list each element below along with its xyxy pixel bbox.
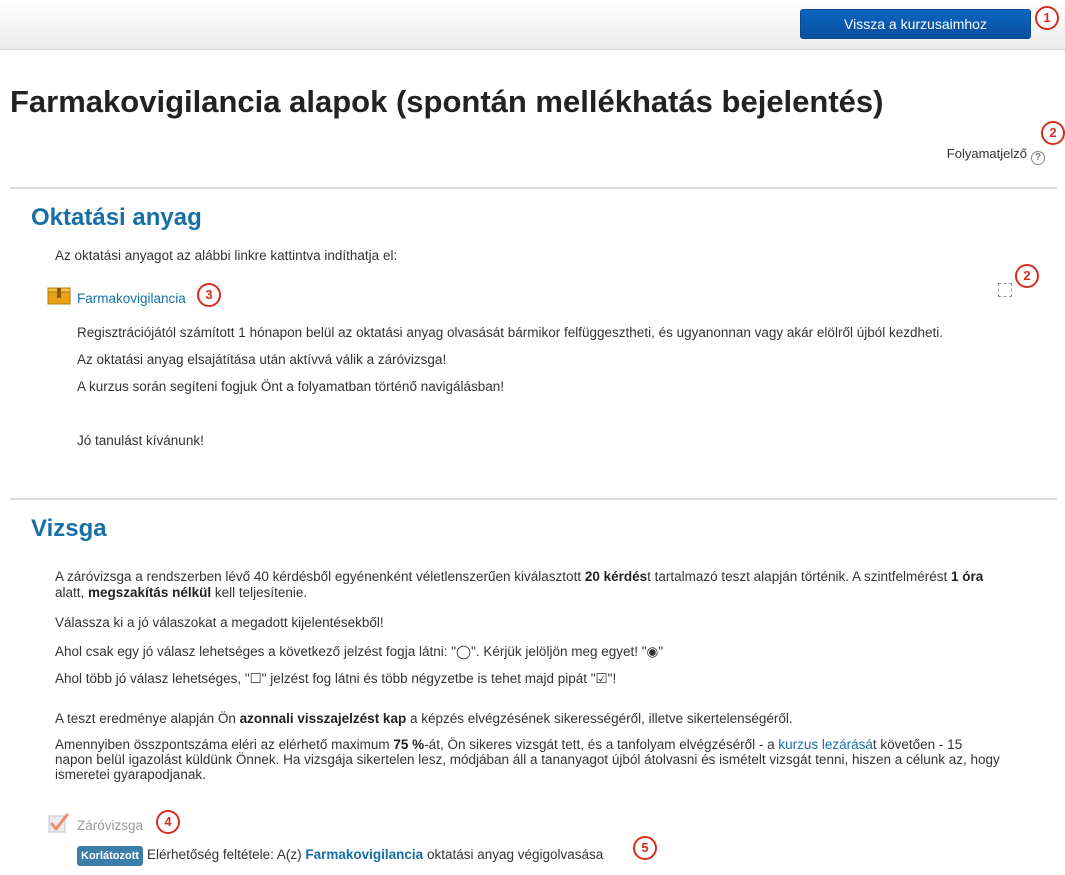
exam-text-bold: 20 kérdés (584, 569, 648, 584)
page-title: Farmakovigilancia alapok (spontán mellékhatás bejelentés) (10, 84, 884, 119)
restriction-text: Elérhetőség feltétele: A(z) (147, 847, 306, 862)
section-divider (10, 187, 1057, 189)
exam-description-p5 (55, 711, 793, 727)
help-icon[interactable]: ? (1031, 151, 1045, 165)
exam-text: ismeretei gyarapodjanak. (55, 767, 206, 782)
restriction-text: oktatási anyag végigolvasása (423, 847, 604, 862)
activity-link-farmakovigilancia[interactable]: Farmakovigilancia (77, 291, 186, 306)
progress-indicator (947, 146, 1045, 165)
restriction-notice (77, 846, 603, 866)
annotation-marker-2b: 2 (1015, 264, 1039, 288)
exam-text-bold: 1 óra (951, 569, 984, 584)
exam-text: alatt, (55, 585, 89, 600)
exam-text: napon belül igazolást küldünk Önnek. Ha vizsgája sikertelen lesz, módjában áll a tananyagot újból átolvasni és ismételt vizsgát tenni, hiszen a célunk az, hogy (55, 752, 1000, 767)
annotation-marker-3: 3 (197, 283, 221, 307)
completion-checkbox[interactable] (998, 283, 1012, 297)
exam-description-p4: Ahol több jó válasz lehetséges, "☐" jelzést fog látni és több négyzetbe is tehet majd pipát "☑"! (55, 671, 617, 686)
restricted-badge: Korlátozott (77, 846, 143, 866)
annotation-marker-4: 4 (156, 810, 180, 834)
annotation-marker-1: 1 (1035, 6, 1059, 30)
back-to-courses-button[interactable]: Vissza a kurzusaimhoz (800, 9, 1031, 39)
quiz-link-zarovizsga[interactable]: Záróvizsga (77, 818, 144, 833)
exam-text-bold: azonnali visszajelzést kap (239, 711, 407, 726)
exam-text-bold: megszakítás nélkül (88, 585, 212, 600)
exam-description-p3: Ahol csak egy jó válasz lehetséges a következő jelzést fogja látni: "◯". Kérjük jelöljön meg egyet! "◉" (55, 644, 664, 659)
restriction-activity-link[interactable]: Farmakovigilancia (305, 847, 424, 862)
exam-text: t követően - 15 (872, 737, 963, 752)
exam-description-p1 (55, 569, 1035, 601)
section-intro-text: Az oktatási anyagot az alábbi linkre kattintva indíthatja el: (55, 248, 398, 263)
exam-description-p6 (55, 737, 1045, 782)
exam-text: t tartalmazó teszt alapján történik. A szintfelmérést (647, 569, 952, 584)
course-closure-link[interactable]: kurzus lezárásá (778, 737, 873, 752)
annotation-marker-2: 2 (1041, 121, 1065, 145)
section-heading-learning-material: Oktatási anyag (31, 204, 202, 231)
exam-text-bold: 75 % (393, 737, 425, 752)
activity-description-para1: Regisztrációjától számított 1 hónapon belül az oktatási anyag olvasását bármikor felfüggesztheti, és ugyanonnan vagy akár elölről újból kezdheti. (77, 325, 944, 340)
activity-description-para3: A kurzus során segíteni fogjuk Önt a folyamatban történő navigálásban! (77, 379, 505, 394)
activity-description-para2: Az oktatási anyag elsajátítása után aktívvá válik a záróvizsga! (77, 352, 447, 367)
exam-text: A záróvizsga a rendszerben lévő 40 kérdésből egyénenként véletlenszerűen kiválasztott (55, 569, 585, 584)
exam-text: -át, Ön sikeres vizsgát tett, és a tanfolyam elvégzéséről - a (424, 737, 779, 752)
annotation-marker-5: 5 (633, 836, 657, 860)
quiz-checkmark-icon (47, 812, 69, 834)
top-navbar (0, 0, 1065, 50)
exam-text: kell teljesítenie. (211, 585, 308, 600)
exam-text: A teszt eredménye alapján Ön (55, 711, 240, 726)
exam-description-p2: Válassza ki a jó válaszokat a megadott kijelentésekből! (55, 615, 384, 630)
activity-description-para4: Jó tanulást kívánunk! (77, 433, 204, 448)
exam-text: a képzés elvégzésének sikerességéről, illetve sikertelenségéről. (406, 711, 793, 726)
section-divider (10, 498, 1057, 500)
exam-text: Amennyiben összpontszáma eléri az elérhető maximum (55, 737, 394, 752)
progress-label: Folyamatjelző (946, 146, 1027, 161)
package-icon (47, 285, 71, 305)
section-heading-exam: Vizsga (31, 515, 107, 542)
